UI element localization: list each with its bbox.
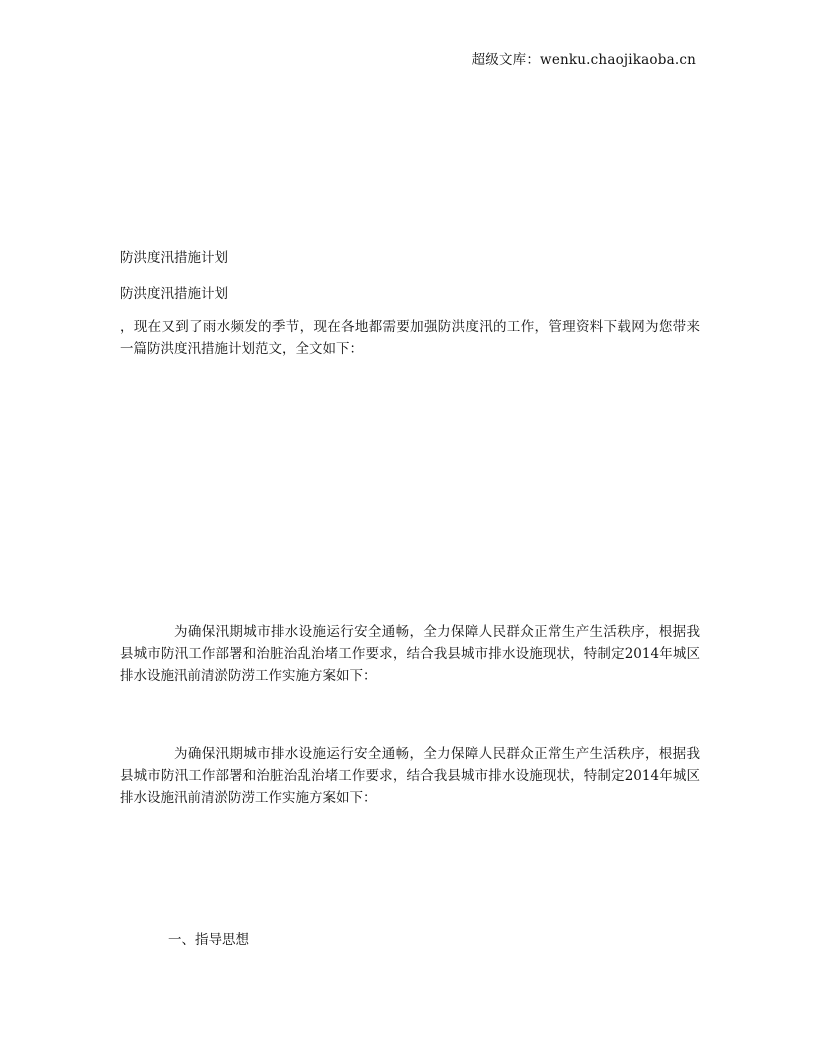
body-paragraph-2: 为确保汛期城市排水设施运行安全通畅，全力保障人民群众正常生产生活秩序，根据我县城市防汛工作部署和治脏治乱治堵工作要求，结合我县城市排水设施现状，特制定2014年城区排水设施汛前清淤防涝工作实施方案如下：	[120, 746, 700, 806]
page-header-source: 超级文库：wenku.chaojikaoba.cn	[471, 52, 696, 68]
intro-paragraph: ，现在又到了雨水频发的季节，现在各地都需要加强防洪度汛的工作，管理资料下载网为您带来一篇防洪度汛措施计划范文，全文如下：	[120, 319, 700, 357]
document-subtitle: 防洪度汛措施计划	[120, 286, 228, 302]
document-title: 防洪度汛措施计划	[120, 250, 228, 266]
body-paragraph-1: 为确保汛期城市排水设施运行安全通畅，全力保障人民群众正常生产生活秩序，根据我县城市防汛工作部署和治脏治乱治堵工作要求，结合我县城市排水设施现状，特制定2014年城区排水设施汛前清淤防涝工作实施方案如下：	[120, 624, 700, 684]
section-heading-guiding-ideology: 一、指导思想	[168, 932, 249, 948]
